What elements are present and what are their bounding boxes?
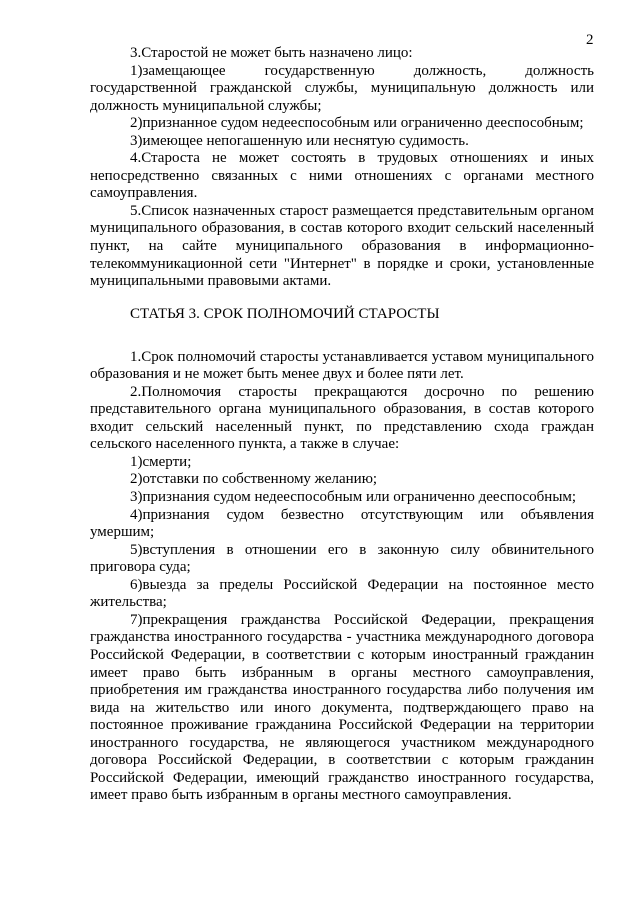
document-body xyxy=(90,45,594,805)
list-item: 1)смерти; xyxy=(130,453,192,470)
paragraph: 2)признанное судом недееспособным или ограниченно дееспособным; xyxy=(130,115,584,132)
list-item: 7)прекращения гражданства Российской Федерации, прекращения гражданства иностранного государства - участника международного договора Российской Федерации, в соответствии с которым иностранный гражданин имеет право быть избранным в органы местного самоуправления, приобретения им гражданства иностранного государства либо получения им вида на жительство или иного документа, подтверждающего право на постоянное проживание гражданина Российской Федерации на территории иностранного государства, не являющегося участником международного договора Российской Федерации, в соответствии с которым гражданин Российской Федерации, имеющий гражданство иностранного государства, имеет право быть избранным в органы местного самоуправления. xyxy=(90,611,594,804)
paragraph: 3)имеющее непогашенную или неснятую судимость. xyxy=(130,132,469,149)
paragraph: 4.Староста не может состоять в трудовых отношениях и иных непосредственно связанных с ними отношениях с органами местного самоуправления. xyxy=(90,150,594,202)
list-item: 3)признания судом недееспособным или ограниченно дееспособным; xyxy=(130,489,577,506)
list-item: 2)отставки по собственному желанию; xyxy=(130,471,378,488)
paragraph: 3.Старостой не может быть назначено лицо: xyxy=(130,45,413,61)
paragraph: 1.Срок полномочий старосты устанавливается уставом муниципального образования и не может быть менее двух и более пяти лет. xyxy=(90,348,594,383)
spacer xyxy=(90,323,594,349)
list-item: 6)выезда за пределы Российской Федерации на постоянное место жительства; xyxy=(90,576,594,611)
article-heading: СТАТЬЯ 3. СРОК ПОЛНОМОЧИЙ СТАРОСТЫ xyxy=(130,305,440,322)
list-item: 5)вступления в отношении его в законную силу обвинительного приговора суда; xyxy=(90,541,594,576)
page-number: 2 xyxy=(586,32,594,48)
list-item: 4)признания судом безвестно отсутствующим или объявления умершим; xyxy=(90,506,594,541)
paragraph: 5.Список назначенных старост размещается представительным органом муниципального образования, в состав которого входит сельский населенный пункт, на сайте муниципального образования в информационно-телекоммуникационной сети "Интернет" в порядке и сроки, установленные муниципальными правовыми актами. xyxy=(90,202,594,290)
paragraph: 2.Полномочия старосты прекращаются досрочно по решению представительного органа муниципального образования, в состав которого входит сельский населенный пункт, по представлению схода граждан сельского населенного пункта, а также в случае: xyxy=(90,383,594,453)
paragraph: 1)замещающее государственную должность, должность государственной гражданской службы, муниципальную должность или должность муниципальной службы; xyxy=(90,62,594,114)
